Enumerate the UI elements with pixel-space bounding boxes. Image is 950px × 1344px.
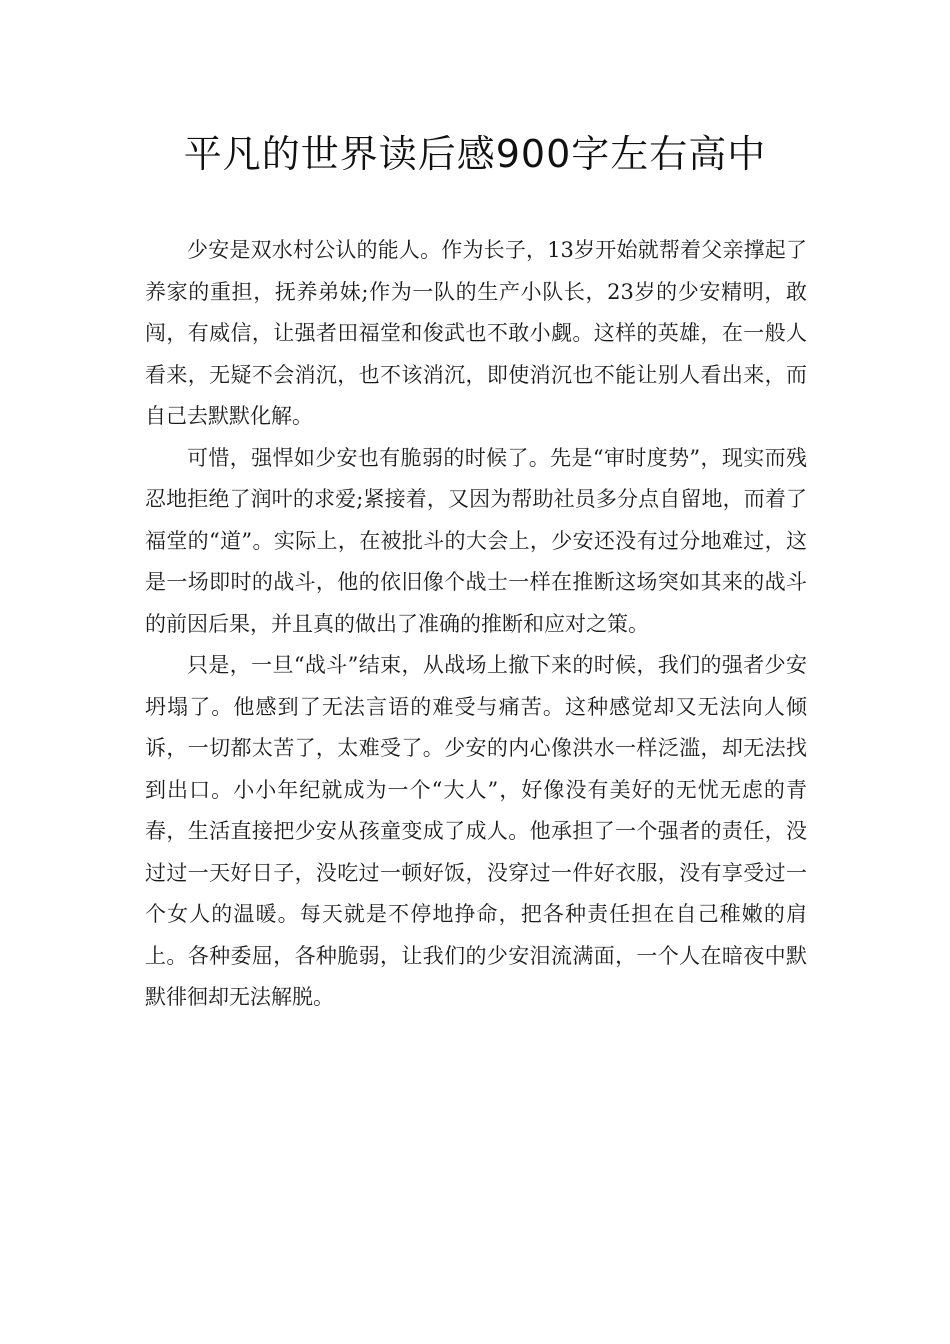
document-title: 平凡的世界读后感900字左右高中 [183,132,767,176]
paragraph: 可惜，强悍如少安也有脆弱的时候了。先是“审时度势”，现实而残忍地拒绝了润叶的求爱;紧接着，又因为帮助社员多分点自留地，而着了福堂的“道”。实际上，在被批斗的大会上，少安还没有过分地难过，这是一场即时的战斗，他的依旧像个战士一样在推断这场突如其来的战斗的前因后果，并且真的做出了准确的推断和应对之策。 [145,445,807,636]
document-body [145,230,807,1019]
paragraph: 只是，一旦“战斗”结束，从战场上撤下来的时候，我们的强者少安坍塌了。他感到了无法言语的难受与痛苦。这种感觉却又无法向人倾诉，一切都太苦了，太难受了。少安的内心像洪水一样泛滥，却无法找到出口。小小年纪就成为一个“大人”，好像没有美好的无忧无虑的青春，生活直接把少安从孩童变成了成人。他承担了一个强者的责任，没过过一天好日子，没吃过一顿好饭，没穿过一件好衣服，没有享受过一个女人的温暖。每天就是不停地挣命，把各种责任担在自己稚嫩的肩上。各种委屈，各种脆弱，让我们的少安泪流满面，一个人在暗夜中默默徘徊却无法解脱。 [145,653,807,1009]
paragraph: 少安是双水村公认的能人。作为长子，13岁开始就帮着父亲撑起了养家的重担，抚养弟妹;作为一队的生产小队长，23岁的少安精明，敢闯，有威信，让强者田福堂和俊武也不敢小觑。这样的英雄，在一般人看来，无疑不会消沉，也不该消沉，即使消沉也不能让别人看出来，而自己去默默化解。 [145,238,807,428]
